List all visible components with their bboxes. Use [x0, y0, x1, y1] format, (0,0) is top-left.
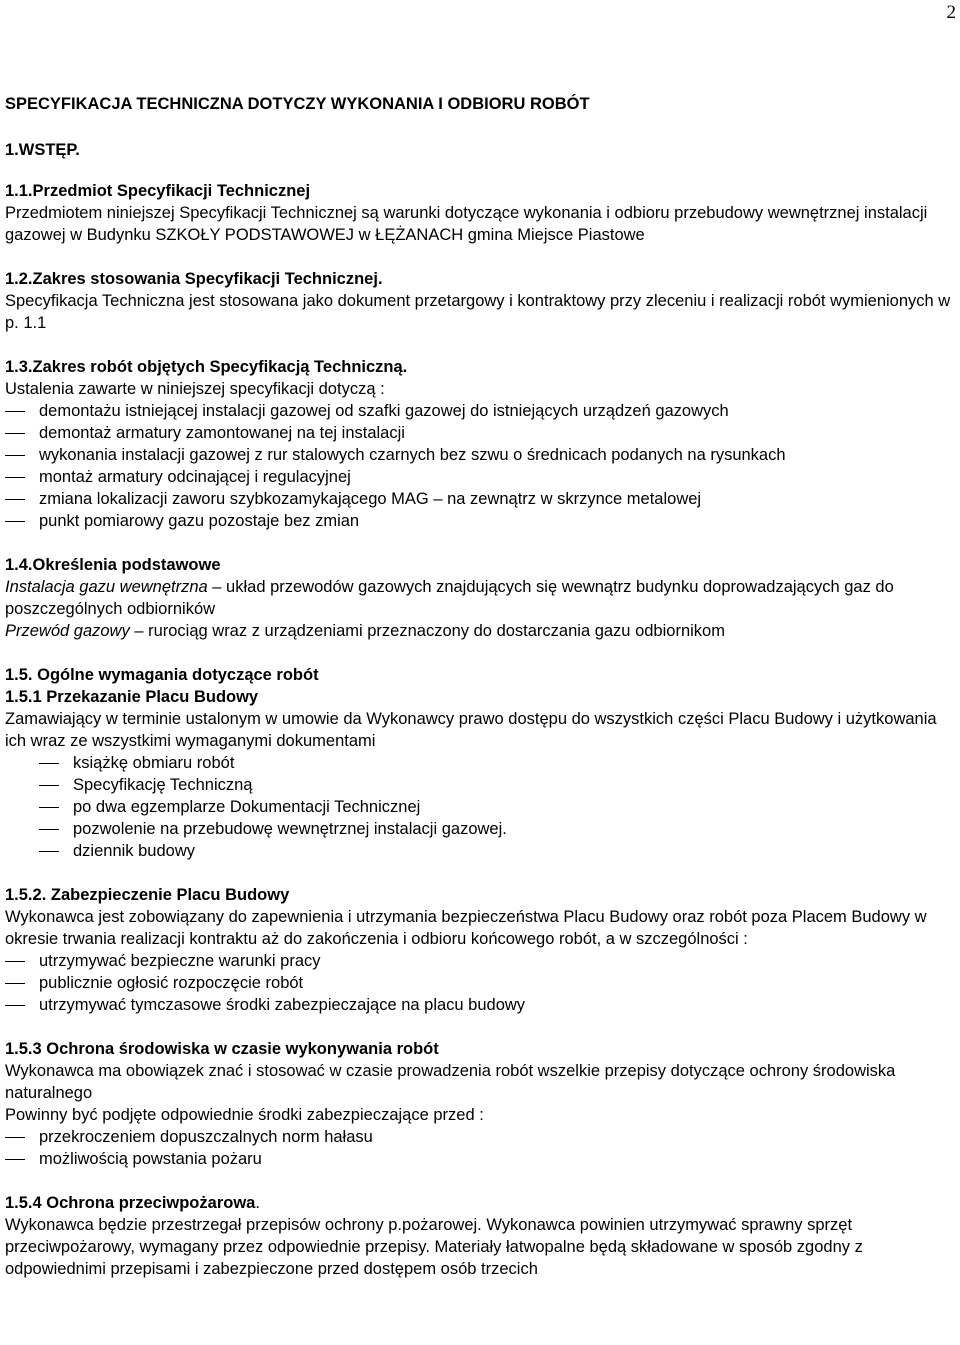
section-1-5-4-text: Wykonawca będzie przestrzegał przepisów ochrony p.pożarowej. Wykonawca powinien utrzymywać sprawny sprzęt przeciwpożarowy, wymagany przez odpowiednie przepisy. Materiały łatwopalne będą składowane w sposób zgodny z odpowiednimi przepisami i zabezpieczone przed dostępem osób trzecich: [5, 1216, 863, 1278]
section-1-5-1-heading: 1.5.1 Przekazanie Placu Budowy: [5, 688, 259, 706]
section-1-5-3-text: Wykonawca ma obowiązek znać i stosować w czasie prowadzenia robót wszelkie przepisy dotyczące ochrony środowiska naturalnego: [5, 1062, 896, 1102]
section-1-5-3-list: [5, 1126, 955, 1170]
section-1-5-2-text: Wykonawca jest zobowiązany do zapewnienia i utrzymania bezpieczeństwa Placu Budowy oraz robót poza Placem Budowy w okresie trwania realizacji kontraktu aż do zakończenia i odbioru końcowego robót, a w szczególności :: [5, 908, 927, 948]
section-1-5-4-heading-line: [5, 1192, 955, 1214]
section-1-2-heading: 1.2.Zakres stosowania Specyfikacji Technicznej.: [5, 270, 383, 288]
section-1-3-heading: 1.3.Zakres robót objętych Specyfikacją Techniczną.: [5, 358, 408, 376]
section-1-5-1-text: Zamawiający w terminie ustalonym w umowie da Wykonawcy prawo dostępu do wszystkich części Placu Budowy i użytkowania ich wraz ze wszystkimi wymaganymi dokumentami: [5, 710, 937, 750]
list-item: zmiana lokalizacji zaworu szybkozamykającego MAG – na zewnątrz w skrzynce metalowej: [5, 488, 955, 510]
list-item: demontaż armatury zamontowanej na tej instalacji: [5, 422, 955, 444]
list-item: po dwa egzemplarze Dokumentacji Technicznej: [5, 796, 955, 818]
list-item: wykonania instalacji gazowej z rur stalowych czarnych bez szwu o średnicach podanych na rysunkach: [5, 444, 955, 466]
section-1-5-heading: 1.5. Ogólne wymagania dotyczące robót: [5, 666, 319, 684]
section-1-5-2-heading: 1.5.2. Zabezpieczenie Placu Budowy: [5, 886, 290, 904]
section-1-2-text: Specyfikacja Techniczna jest stosowana jako dokument przetargowy i kontraktowy przy zleceniu i realizacji robót wymienionych w p. 1.1: [5, 292, 951, 332]
document-title: SPECYFIKACJA TECHNICZNA DOTYCZY WYKONANIA I ODBIORU ROBÓT: [5, 95, 590, 113]
section-1-5-2-list: [5, 950, 955, 1016]
definition-text: – układ przewodów gazowych znajdujących się wewnątrz budynku doprowadzających gaz do poszczególnych odbiorników: [5, 578, 894, 618]
section-1-5-4-heading: 1.5.4 Ochrona przeciwpożarowa: [5, 1194, 256, 1212]
list-item: Specyfikację Techniczną: [5, 774, 955, 796]
list-item: książkę obmiaru robót: [5, 752, 955, 774]
list-item: montaż armatury odcinającej i regulacyjnej: [5, 466, 955, 488]
section-1-5-4-heading-tail: .: [255, 1194, 260, 1212]
definition-text: – rurociąg wraz z urządzeniami przeznaczony do dostarczania gazu odbiornikom: [129, 622, 725, 640]
definition-term: Przewód gazowy: [5, 622, 130, 640]
list-item: utrzymywać tymczasowe środki zabezpieczające na placu budowy: [5, 994, 955, 1016]
list-item: możliwością powstania pożaru: [5, 1148, 955, 1170]
section-1-4-heading: 1.4.Określenia podstawowe: [5, 556, 221, 574]
section-1-3-list: [5, 400, 955, 532]
list-item: dziennik budowy: [5, 840, 955, 862]
section-1-5-1-list: [5, 752, 955, 862]
list-item: publicznie ogłosić rozpoczęcie robót: [5, 972, 955, 994]
list-item: utrzymywać bezpieczne warunki pracy: [5, 950, 955, 972]
section-1-1-heading: 1.1.Przedmiot Specyfikacji Technicznej: [5, 182, 311, 200]
list-item: pozwolenie na przebudowę wewnętrznej instalacji gazowej.: [5, 818, 955, 840]
section-1-5-3-text-2: Powinny być podjęte odpowiednie środki zabezpieczające przed :: [5, 1106, 484, 1124]
list-item: demontażu istniejącej instalacji gazowej od szafki gazowej do istniejących urządzeń gazowych: [5, 400, 955, 422]
definition-1: [5, 576, 955, 620]
document-body: [5, 180, 955, 1280]
list-item: punkt pomiarowy gazu pozostaje bez zmian: [5, 510, 955, 532]
list-item: przekroczeniem dopuszczalnych norm hałasu: [5, 1126, 955, 1148]
section-intro-heading: 1.WSTĘP.: [5, 141, 80, 159]
definition-term: Instalacja gazu wewnętrzna: [5, 578, 208, 596]
section-1-3-text: Ustalenia zawarte w niniejszej specyfikacji dotyczą :: [5, 380, 385, 398]
definition-2: [5, 620, 955, 642]
section-1-5-3-heading: 1.5.3 Ochrona środowiska w czasie wykonywania robót: [5, 1040, 439, 1058]
page-number: 2: [946, 2, 956, 23]
section-1-1-text: Przedmiotem niniejszej Specyfikacji Technicznej są warunki dotyczące wykonania i odbioru przebudowy wewnętrznej instalacji gazowej w Budynku SZKOŁY PODSTAWOWEJ w ŁĘŻANACH gmina Miejsce Piastowe: [5, 204, 928, 244]
